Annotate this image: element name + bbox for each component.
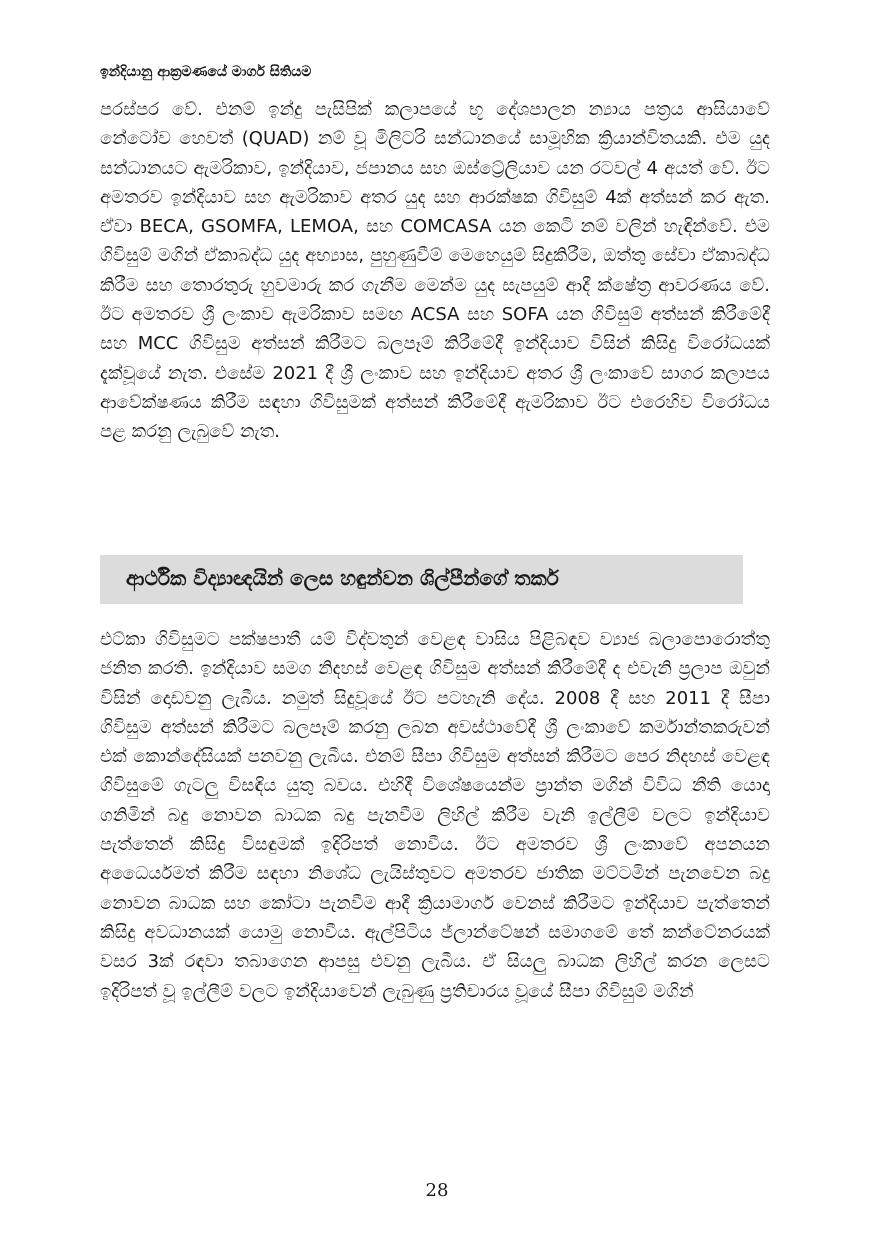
page-number: 28 <box>425 1180 449 1201</box>
section-heading-box <box>100 555 743 604</box>
section-heading: ආර්ථික විද්‍යාඥයින් ලෙස හඳුන්වන ශිල්පීන්ගේ තර්ක <box>126 566 559 590</box>
body-paragraph: පරස්පර වේ. එනම් ඉන්දු පැසිපික් කලාපයේ භූ දේශපාලන න්‍යාය පත්‍රය ආසියාවේ නේටෝව හෙවත් (QUAD) නම් වූ මිලිටරි සන්ධානයේ සාමූහික ක්‍රියාන්විතයකි. එම යුද සන්ධානයට ඇමරිකාව, ඉන්දියාව, ජපානය සහ ඔස්ට්‍රේලියාව යන රටවල් 4 අයත් වේ. ඊට අමතරව ඉන්දියාව සහ ඇමරිකාව අතර යුද සහ ආරක්ෂක ගිවිසුම් 4ක් අත්සන් කර ඇත. ඒවා BECA, GSOMFA, LEMOA, සහ COMCASA යන කෙටි නම් වලින් හැඳින්වේ. එම ගිවිසුම් මගින් ඒකාබද්ධ යුද අභ්‍යාස, පුහුණුවීම් මෙහෙයුම් සිදුකිරීම, ඔත්තු සේවා ඒකාබද්ධ කිරීම සහ තොරතුරු හුවමාරු කර ගැනීම මෙන්ම යුද සැපයුම් ආදී ක්ෂේත්‍ර ආවරණය වේ. ඊට අමතරව ශ්‍රී ලංකාව ඇමරිකාව සමඟ ACSA සහ SOFA යන ගිවිසුම් අත්සන් කිරීමේදී සහ MCC ගිවිසුම අත්සන් කිරීමට බලපෑම් කිරීමේදී ඉන්දියාව විසින් කිසිදු විරෝධයක් දැක්වූයේ නැත. එසේම 2021 දී ශ්‍රී ලංකාව සහ ඉන්දියාව අතර ශ්‍රී ලංකාවේ සාගර කලාපය ආවේක්ෂණය කිරීම සඳහා ගිවිසුමක් අත්සන් කිරීමේදී ඇමරිකාව ඊට එරෙහිව විරෝධය පළ කරනු ලැබුවේ නැත. <box>100 99 770 443</box>
body-paragraph: එට්කා ගිවිසුමට පක්ෂපාතී යම් විද්වතුන් වෙළඳ වාසිය පිළිබඳව ව්‍යාජ බලාපොරොත්තු ජනිත කරති. ඉන්දියාව සමග නිදහස් වෙළඳ ගිවිසුම අත්සන් කිරීමේදී ද එවැනි ප්‍රලාප ඔවුන් විසින් දොඩවනු ලැබීය. නමුත් සිදුවූයේ ඊට පටහැනි දේය. 2008 දී සහ 2011 දී සීපා ගිවිසුම අත්සන් කිරීමට බලපෑම් කරනු ලබන අවස්ථාවේදී ශ්‍රී ලංකාවේ කර්මාන්තකරුවන් එක් කොන්දේසියක් පනවනු ලැබීය. එනම් සීපා ගිවිසුම අත්සන් කිරීමට පෙර නිදහස් වෙළඳ ගිවිසුමේ ගැටලු විසඳිය යුතු බවය. එහිදී විශේෂයෙන්ම ප්‍රාන්ත මගින් විවිධ නීති යොදා ගනිමින් බදු නොවන බාධක බදු පැනවීම ලිහිල් කිරීම වැනි ඉල්ලීම් වලට ඉන්දියාව පැත්තෙන් කිසිදු විසඳුමක් ඉදිරිපත් නොවීය. ඊට අමතරව ශ්‍රී ලංකාවේ අපනයන අධෛර්යමත් කිරීම සඳහා නිශේධ ලැයිස්තුවට අමතරව ජාතික මට්ටමින් පැනවෙන බදු නොවන බාධක සහ කෝටා පැනවීම ආදී ක්‍රියාමාර්ග වෙනස් කිරීමට ඉන්දියාව පැත්තෙන් කිසිදු අවධානයක් යොමු නොවීය. ඇල්පිටිය ජ්ලාන්ටේෂන් සමාගමේ තේ කන්ටේනරයක් වසර 3ක් රඳවා තබාගෙන ආපසු එවනු ලැබීය. ඒ සියලු බාධක ලිහිල් කරන ලෙසට ඉදිරිපත් වූ ඉල්ලීම් වලට ඉන්දියාවෙන් ලැබුණු ප්‍රතිචාරය වූයේ සීපා ගිවිසුම් මගින් <box>100 629 770 1002</box>
running-head: ඉන්දියානු ආක්‍රමණයේ මාර්ග සිතියම <box>100 64 312 80</box>
